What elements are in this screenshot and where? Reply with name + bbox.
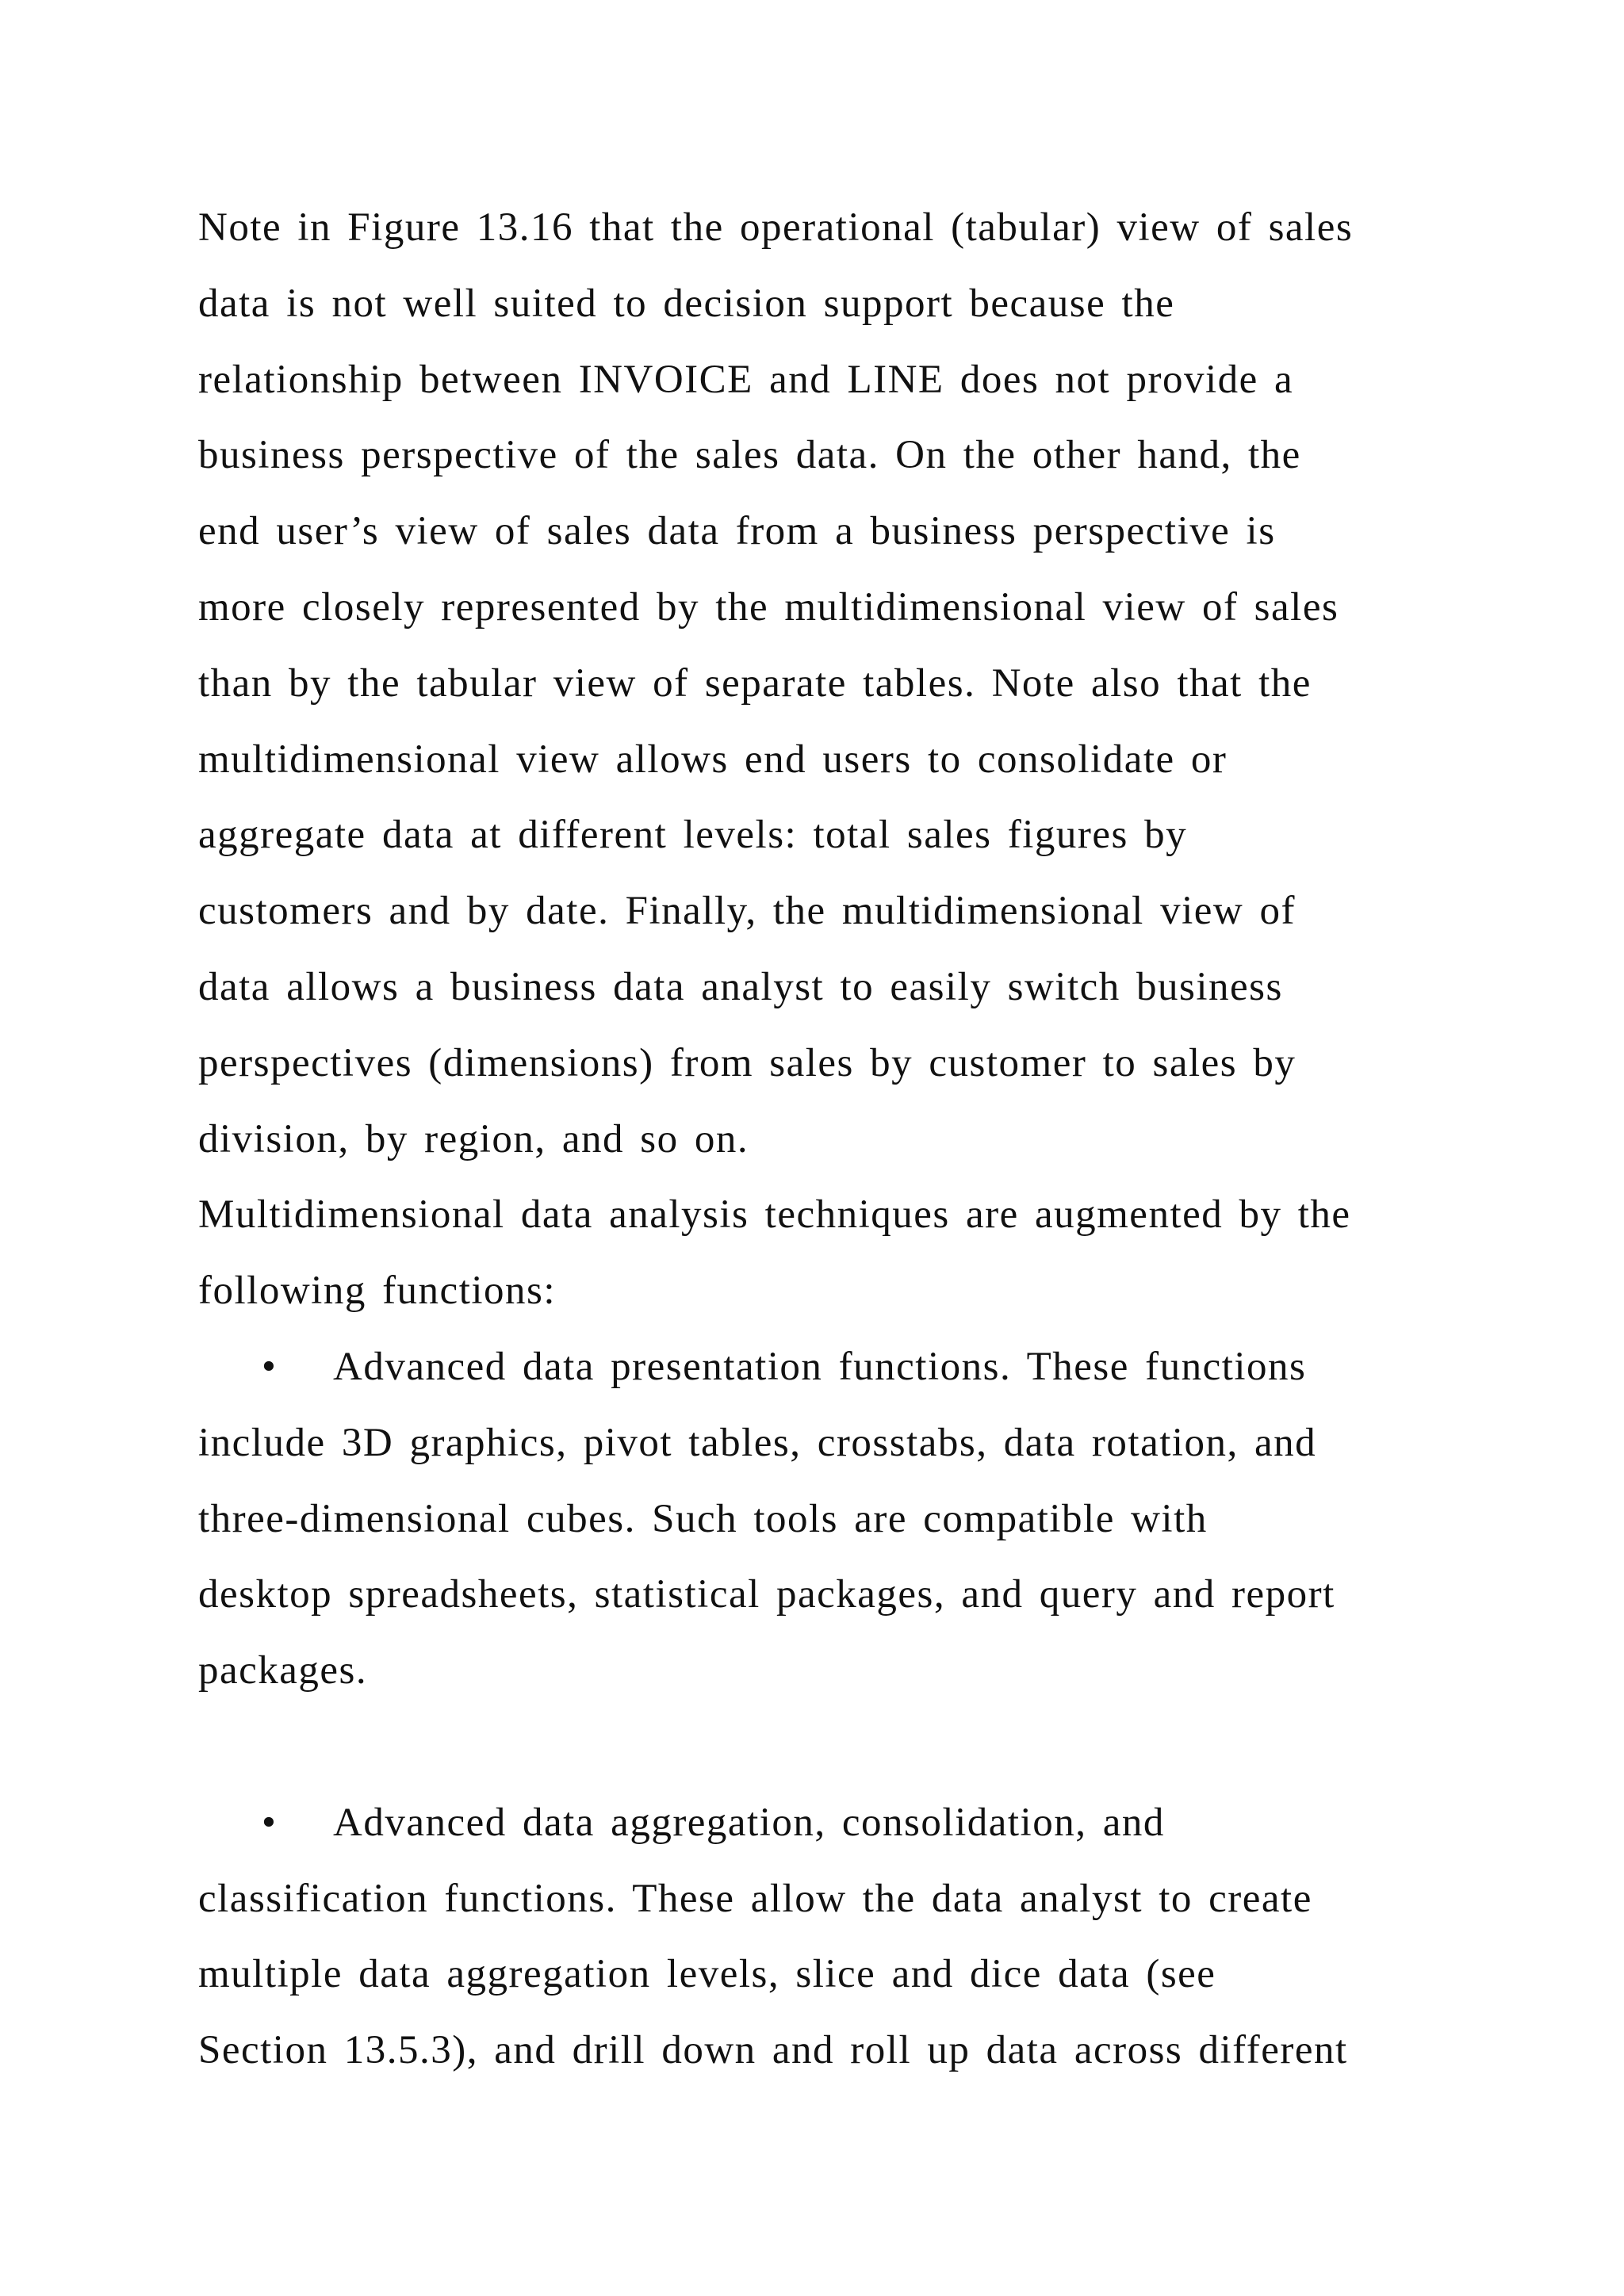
text-line: following functions:	[198, 1269, 557, 1314]
bullet-text: Advanced data presentation functions. These functions	[333, 1344, 1307, 1389]
text-line: aggregate data at different levels: total sales figures by	[198, 813, 1188, 858]
bullet-marker: •	[262, 1800, 278, 1845]
text-line: Multidimensional data analysis techniques are augmented by the	[198, 1192, 1351, 1238]
paragraph-multidimensional-view	[198, 190, 1443, 1177]
text-line: data is not well suited to decision support because the	[198, 281, 1175, 326]
text-line: multiple data aggregation levels, slice and dice data (see	[198, 1952, 1216, 1997]
text-line: classification functions. These allow the data analyst to create	[198, 1876, 1312, 1921]
text-line: Note in Figure 13.16 that the operational (tabular) view of sales	[198, 205, 1354, 250]
text-line: customers and by date. Finally, the multidimensional view of	[198, 889, 1296, 934]
paragraph-gap	[198, 1709, 1443, 1785]
text-line: more closely represented by the multidimensional view of sales	[198, 584, 1339, 629]
text-line: Section 13.5.3), and drill down and roll up data across different	[198, 2028, 1348, 2073]
paragraph-functions-intro	[198, 1177, 1443, 1330]
text-line: three-dimensional cubes. Such tools are compatible with	[198, 1496, 1208, 1541]
bullet-text: Advanced data aggregation, consolidation, and	[333, 1800, 1165, 1845]
text-line: division, by region, and so on.	[198, 1116, 749, 1161]
text-line: than by the tabular view of separate tables. Note also that the	[198, 660, 1312, 706]
text-line: data allows a business data analyst to easily switch business	[198, 964, 1283, 1009]
text-line: end user’s view of sales data from a business perspective is	[198, 509, 1276, 554]
bullet-item-presentation	[198, 1330, 1443, 1709]
text-line: multidimensional view allows end users to consolidate or	[198, 737, 1228, 782]
text-line: include 3D graphics, pivot tables, crosstabs, data rotation, and	[198, 1420, 1317, 1465]
text-line: business perspective of the sales data. On the other hand, the	[198, 433, 1301, 478]
text-line: packages.	[198, 1648, 368, 1693]
bullet-marker: •	[262, 1344, 278, 1389]
bullet-first-line	[198, 1330, 1443, 1406]
body-text	[198, 190, 1443, 2089]
bullet-item-aggregation	[198, 1785, 1443, 2089]
text-line: relationship between INVOICE and LINE does not provide a	[198, 357, 1294, 402]
text-line: desktop spreadsheets, statistical packages, and query and report	[198, 1572, 1335, 1617]
bullet-first-line	[198, 1785, 1443, 1862]
text-line: perspectives (dimensions) from sales by customer to sales by	[198, 1040, 1297, 1085]
